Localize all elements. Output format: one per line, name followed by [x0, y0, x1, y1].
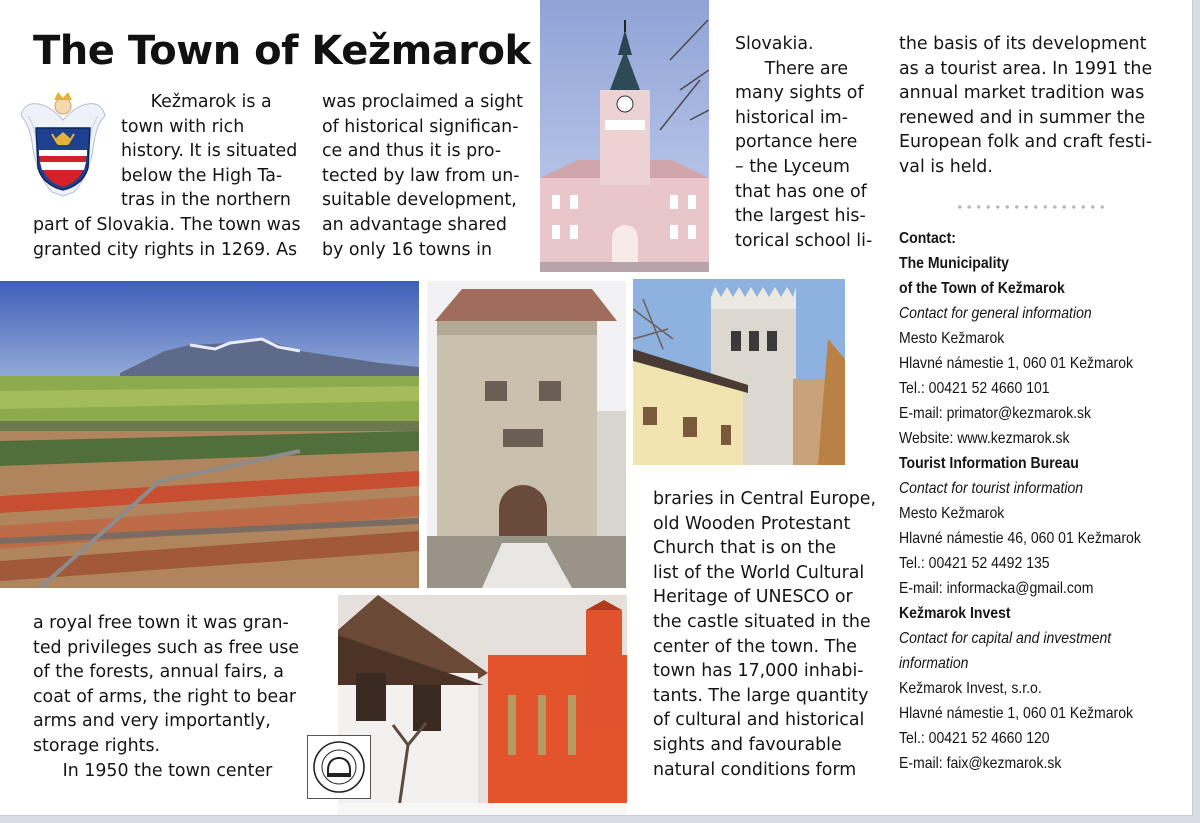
org-note: Contact for tourist information	[899, 480, 1084, 497]
paragraph-line: tants. The large quantity	[653, 685, 869, 706]
paragraph-line: ted privileges such as free use	[33, 637, 300, 658]
paragraph-line: was proclaimed a sight	[322, 92, 523, 112]
paragraph-line: Slovakia.	[735, 34, 814, 54]
org-address: Hlavné námestie 1, 060 01 Kežmarok	[899, 705, 1134, 722]
org-address: Hlavné námestie 1, 060 01 Kežmarok	[899, 355, 1134, 372]
paragraph-line: old Wooden Protestant	[653, 513, 851, 534]
renaissance-bell-tower-photo	[633, 279, 845, 465]
paragraph-line: torical school li-	[735, 230, 873, 251]
paragraph-line: by only 16 towns in	[322, 239, 492, 260]
text-column-1-top	[33, 90, 303, 262]
paragraph-line: suitable development,	[322, 190, 517, 211]
text-column-2-top	[322, 90, 532, 262]
org-name: Mesto Kežmarok	[899, 505, 1005, 522]
paragraph-line: an advantage shared	[322, 214, 507, 235]
paragraph-line: coat of arms, the right to bear	[33, 686, 297, 707]
org-phone: Tel.: 00421 52 4660 120	[899, 730, 1050, 747]
paragraph-line: history. It is situated	[121, 141, 298, 162]
text-column-1-bottom	[33, 611, 323, 783]
paragraph-line: of the forests, annual fairs, a	[33, 662, 284, 683]
paragraph-line: tras in the northern	[121, 190, 291, 211]
paragraph-line: – the Lyceum	[735, 156, 850, 177]
paragraph-line: ce and thus it is pro-	[322, 141, 502, 162]
org-name: Kežmarok Invest, s.r.o.	[899, 680, 1042, 697]
dotted-divider	[955, 202, 1107, 212]
contact-block	[899, 226, 1184, 776]
paragraph-line: of historical significan-	[322, 116, 519, 137]
text-column-4-top	[899, 32, 1189, 180]
paragraph-line: sights and favourable	[653, 734, 842, 755]
paragraph-line: European folk and craft festi-	[899, 132, 1153, 153]
paragraph-line: granted city rights in 1269. As	[33, 239, 298, 260]
org-note: Contact for general information	[899, 305, 1092, 322]
paragraph-line: portance here	[735, 132, 858, 153]
paragraph-line: There are	[764, 58, 849, 79]
paragraph-line: In 1950 the town center	[62, 760, 273, 781]
paragraph-line: that has one of	[735, 181, 867, 202]
paragraph-line: tected by law from un-	[322, 165, 520, 186]
paragraph-line: a royal free town it was gran-	[33, 613, 289, 633]
org-phone: Tel.: 00421 52 4492 135	[899, 555, 1050, 572]
org-email: E-mail: faix@kezmarok.sk	[899, 755, 1062, 772]
org-note: information	[899, 655, 969, 672]
org-name: Mesto Kežmarok	[899, 330, 1005, 347]
paragraph-line: below the High Ta-	[121, 165, 283, 186]
paragraph-line: natural conditions form	[653, 759, 857, 780]
text-column-3-bottom	[653, 487, 883, 782]
contact-heading: Contact:	[899, 230, 956, 247]
org-title: of the Town of Kežmarok	[899, 280, 1065, 297]
paragraph-line: historical im-	[735, 107, 848, 128]
paragraph-line: annual market tradition was	[899, 83, 1145, 104]
wooden-and-red-church-photo	[338, 595, 627, 815]
org-phone: Tel.: 00421 52 4660 101	[899, 380, 1050, 397]
page-title: The Town of Kežmarok	[33, 28, 531, 74]
paragraph-line: the castle situated in the	[653, 611, 871, 632]
paragraph-line: Kežmarok is a	[150, 92, 272, 112]
org-email: E-mail: primator@kezmarok.sk	[899, 405, 1092, 422]
paragraph-line: storage rights.	[33, 735, 161, 756]
paragraph-line: Heritage of UNESCO or	[653, 587, 853, 608]
paragraph-line: the largest his-	[735, 206, 866, 227]
paragraph-line: town with rich	[121, 116, 245, 137]
paragraph-line: arms and very importantly,	[33, 711, 271, 732]
paragraph-line: braries in Central Europe,	[653, 489, 877, 509]
paragraph-line: Church that is on the	[653, 538, 837, 559]
org-title: The Municipality	[899, 255, 1009, 272]
org-title: Kežmarok Invest	[899, 605, 1011, 622]
paragraph-line: the basis of its development	[899, 34, 1147, 54]
text-column-3-top	[735, 32, 885, 253]
paragraph-line: of cultural and historical	[653, 710, 865, 731]
paragraph-line: many sights of	[735, 83, 864, 104]
paragraph-line: val is held.	[899, 156, 993, 177]
org-note: Contact for capital and investment	[899, 630, 1112, 647]
paragraph-line: center of the town. The	[653, 636, 857, 657]
paragraph-line: renewed and in summer the	[899, 107, 1146, 128]
org-title: Tourist Information Bureau	[899, 455, 1079, 472]
org-email: E-mail: informacka@gmail.com	[899, 580, 1094, 597]
paragraph-line: as a tourist area. In 1991 the	[899, 58, 1153, 79]
aerial-town-mountains-photo	[0, 281, 419, 588]
paragraph-line: part of Slovakia. The town was	[33, 214, 301, 235]
town-hall-photo	[540, 0, 709, 272]
castle-gate-tower-photo	[427, 281, 626, 588]
org-address: Hlavné námestie 46, 060 01 Kežmarok	[899, 530, 1141, 547]
paragraph-line: list of the World Cultural	[653, 562, 865, 583]
paragraph-line: town has 17,000 inhabi-	[653, 661, 864, 682]
org-website: Website: www.kezmarok.sk	[899, 430, 1070, 447]
